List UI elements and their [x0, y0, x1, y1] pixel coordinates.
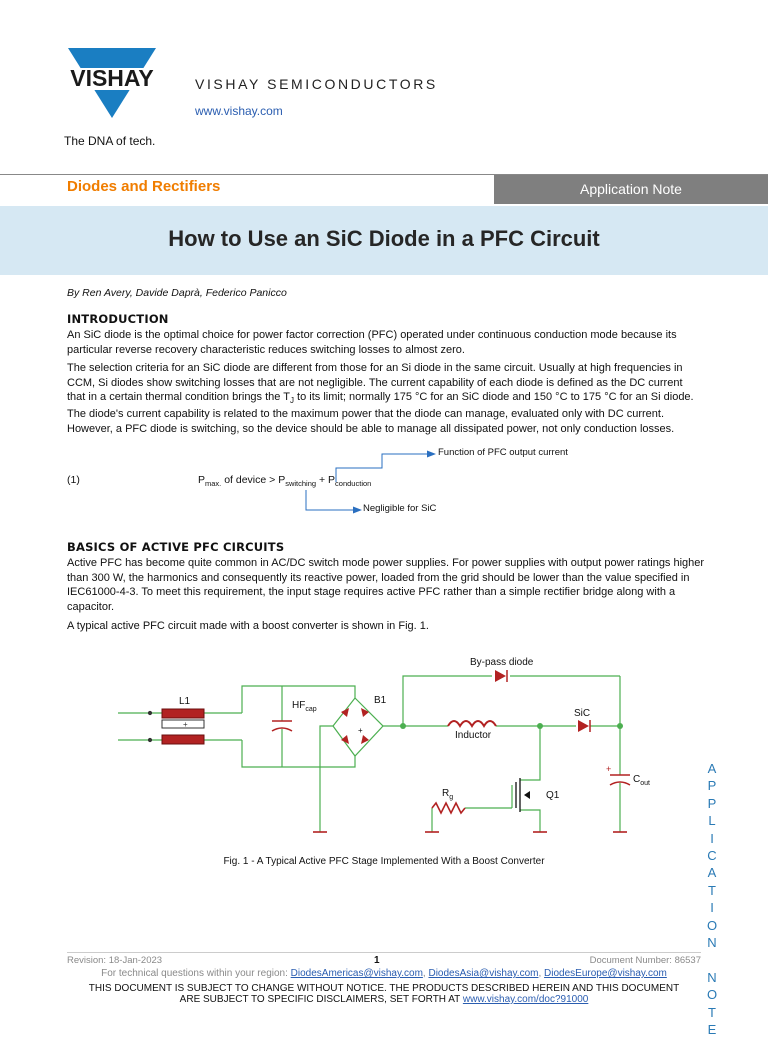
company-name: VISHAY SEMICONDUCTORS — [195, 76, 438, 92]
side-letter: T — [708, 882, 716, 898]
bypass-diode — [495, 670, 507, 682]
side-letter: T — [708, 1004, 716, 1020]
intro-paragraph-3: The diode's current capability is related to the maximum power that the diode can manage, evaluated only with DC current. However, a PFC diode is switching, so the device should be able to manage all dissipated power, not only conduction losses. — [67, 408, 675, 435]
intro-paragraph-2: The selection criteria for an SiC diode are different from those for an Si diode in the same circuit. Usually at high frequencies in CCM, Si diodes show switching losses that are not negligible. The current capability of each diode is defined as the DC current that in a certain thermal condition brings the $T_J$ to its limit; normally 175 °C for an SiC diode and 150 °C to 175 °C for an Si diode. — [67, 362, 694, 406]
side-letter: E — [707, 1022, 717, 1038]
doc-type-banner: Application Note — [494, 175, 768, 204]
logo-wordmark: VISHAY — [70, 65, 154, 91]
side-letter: C — [707, 848, 717, 864]
product-category: Diodes and Rectifiers — [67, 178, 221, 195]
label-hfcap: $HF_{cap}$ — [292, 700, 317, 713]
disclaimer: THIS DOCUMENT IS SUBJECT TO CHANGE WITHOUT NOTICE. THE PRODUCTS DESCRIBED HEREIN AND THIS DOCUMENT ARE SUBJECT TO SPECIFIC DISCLAIMERS, SET FORTH AT www.vishay.com/doc?91000 — [88, 983, 680, 1005]
boost-inductor — [448, 721, 496, 726]
side-letter: A — [707, 761, 717, 776]
document-number: Document Number: 86537 — [589, 955, 701, 966]
page-title: How to Use an SiC Diode in a PFC Circuit — [168, 226, 600, 251]
arrow-right-icon — [427, 451, 436, 458]
side-letter: O — [706, 987, 718, 1003]
tagline: The DNA of tech. — [64, 134, 156, 148]
side-letter: P — [707, 778, 717, 794]
label-sic: SiC — [574, 708, 591, 719]
contact-line: For technical questions within your region: DiodesAmericas@vishay.com, DiodesAsia@vishay.com, DiodesEurope@vishay.com — [101, 968, 667, 979]
mosfet-q1 — [516, 778, 520, 812]
circuit-wires — [118, 676, 620, 832]
page-number: 1 — [374, 955, 380, 966]
website-link[interactable]: www.vishay.com — [195, 104, 283, 118]
equation-number: (1) — [67, 474, 80, 486]
intro-heading: INTRODUCTION — [67, 312, 169, 326]
svg-text:+: + — [183, 720, 188, 729]
sic-diode — [578, 720, 590, 732]
figure-caption: Fig. 1 - A Typical Active PFC Stage Implemented With a Boost Converter — [223, 856, 545, 867]
switching-note: Function of PFC output current — [438, 447, 568, 458]
gate-resistor — [432, 803, 465, 813]
email-europe-link[interactable]: DiodesEurope@vishay.com — [544, 968, 667, 979]
footer-divider — [67, 952, 701, 953]
label-cout: $C_{out}$ — [633, 774, 650, 787]
side-letter — [702, 951, 722, 968]
svg-text:+: + — [358, 726, 363, 735]
svg-text:+: + — [606, 764, 612, 774]
label-bypass: By-pass diode — [470, 657, 534, 668]
intro-paragraph-1: An SiC diode is the optimal choice for power factor correction (PFC) operated under continuous conduction mode because its particular reverse recovery characteristic reduces switching losses to almost zero. — [67, 329, 677, 356]
side-letter: N — [707, 935, 717, 951]
pfc-circuit-diagram — [110, 650, 650, 850]
basics-paragraph-2: A typical active PFC circuit made with a boost converter is shown in Fig. 1. — [67, 620, 429, 632]
side-letter: N — [707, 969, 717, 985]
revision-date: Revision: 18-Jan-2023 — [67, 955, 163, 966]
authors: By Ren Avery, Davide Daprà, Federico Panicco — [67, 287, 287, 299]
side-letter: I — [710, 830, 714, 846]
side-letter: I — [710, 900, 714, 916]
disclaimer-link[interactable]: www.vishay.com/doc?91000 — [462, 994, 589, 1005]
bridge-diodes — [341, 708, 369, 744]
label-rg: $R_g$ — [442, 788, 454, 801]
conduction-note: Negligible for SiC — [363, 503, 437, 514]
email-americas-link[interactable]: DiodesAmericas@vishay.com — [290, 968, 423, 979]
side-letter: A — [707, 865, 717, 881]
basics-paragraph-1: Active PFC has become quite common in AC/DC switch mode power supplies. For power supplies with output power ratings higher than 300 W, the harmonics and consequently its reactive power, loaded from the grid should be lower than the value specified in IEC61000-4-3. To meet this requirement, the input stage requires active PFC rather than a simple rectifier bridge along with a capacitor. — [67, 557, 705, 613]
power-equation: $P_{max.}$ of device > $P_{switching} + P_{conduction}$ — [198, 474, 372, 489]
label-inductor: Inductor — [455, 730, 492, 741]
side-letter: O — [706, 917, 718, 933]
email-asia-link[interactable]: DiodesAsia@vishay.com — [428, 968, 539, 979]
label-l1: L1 — [179, 696, 191, 707]
side-letter: L — [708, 813, 716, 829]
label-b1: B1 — [374, 695, 387, 706]
basics-heading: BASICS OF ACTIVE PFC CIRCUITS — [67, 540, 285, 554]
arrow-right-icon — [353, 507, 362, 514]
label-q1: Q1 — [546, 790, 560, 801]
side-letter: P — [707, 795, 717, 811]
common-mode-choke — [148, 709, 204, 744]
